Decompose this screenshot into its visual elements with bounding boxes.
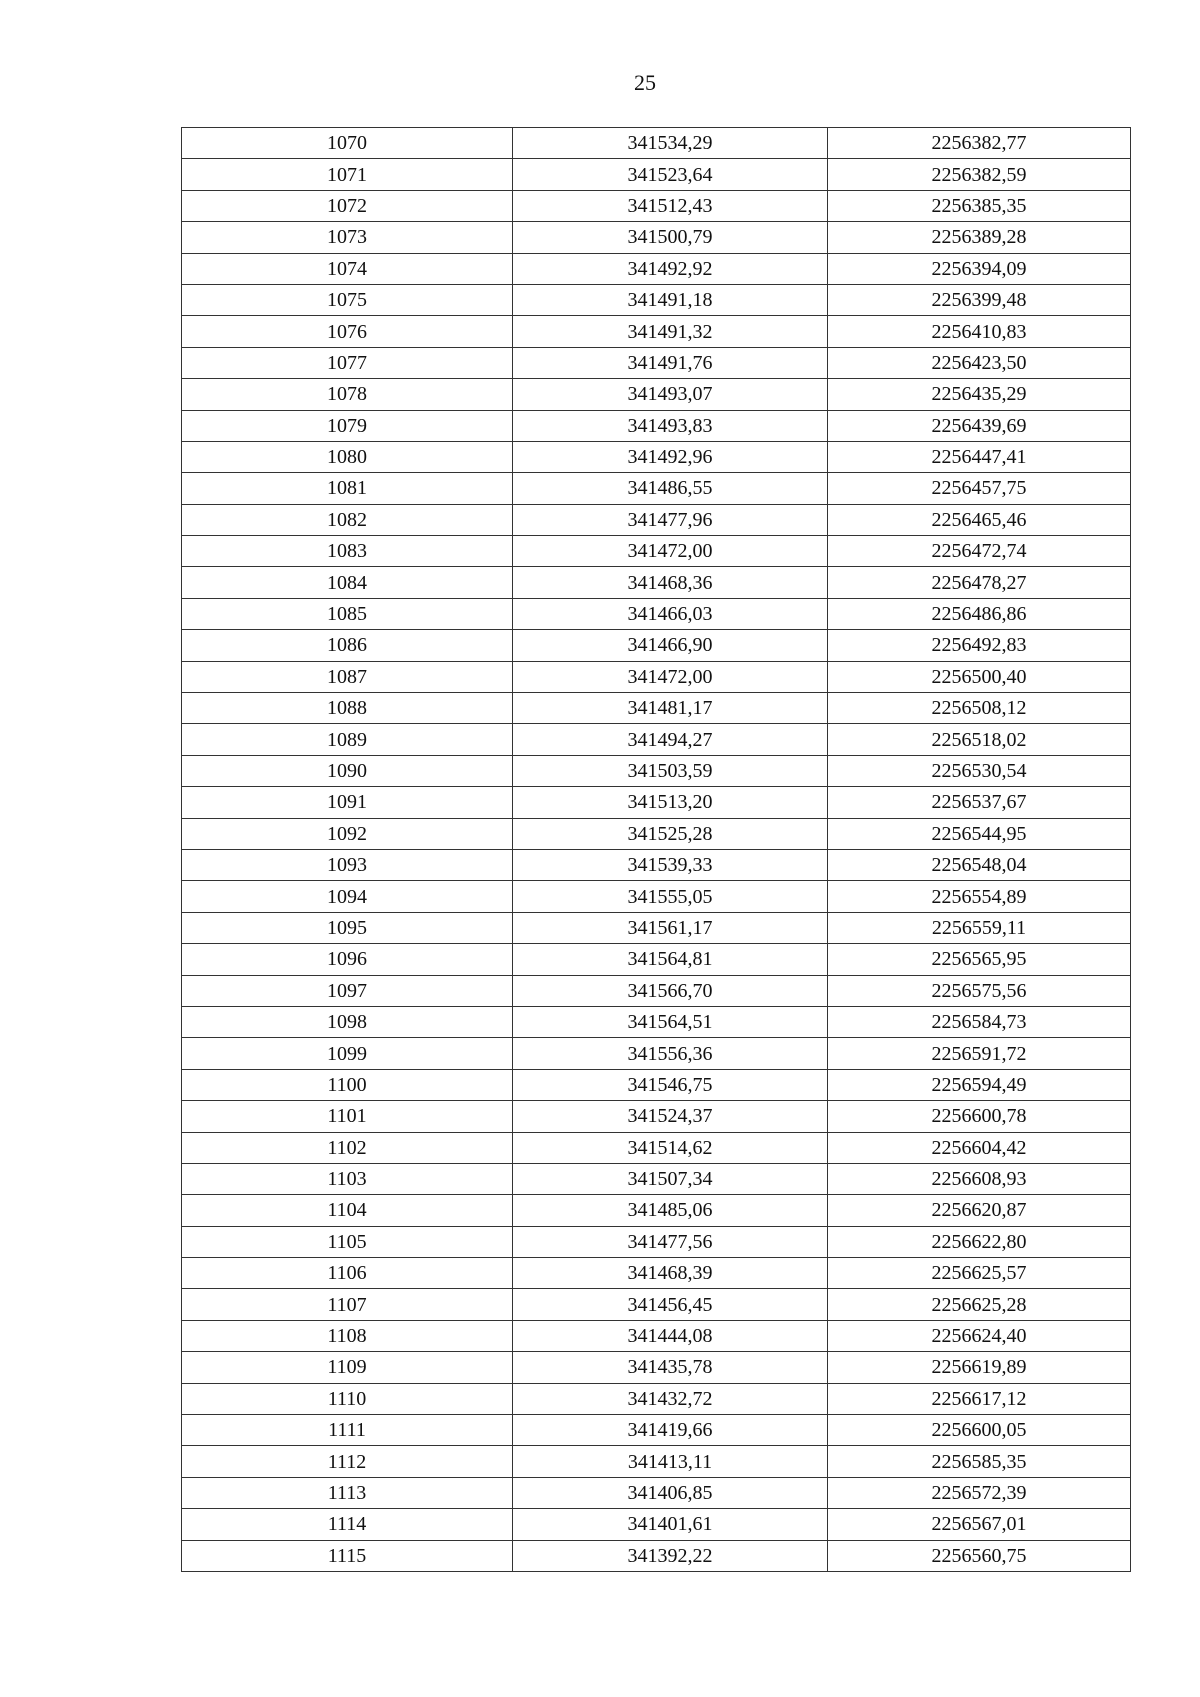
table-row bbox=[182, 944, 1131, 975]
point-number-cell: 1115 bbox=[182, 1540, 513, 1571]
x-coordinate-cell: 341525,28 bbox=[513, 818, 828, 849]
point-number-cell: 1076 bbox=[182, 316, 513, 347]
x-coordinate-cell: 341468,36 bbox=[513, 567, 828, 598]
y-coordinate-cell: 2256622,80 bbox=[828, 1226, 1131, 1257]
point-number-cell: 1107 bbox=[182, 1289, 513, 1320]
point-number-cell: 1082 bbox=[182, 504, 513, 535]
table-row bbox=[182, 787, 1131, 818]
y-coordinate-cell: 2256492,83 bbox=[828, 630, 1131, 661]
x-coordinate-cell: 341514,62 bbox=[513, 1132, 828, 1163]
point-number-cell: 1086 bbox=[182, 630, 513, 661]
x-coordinate-cell: 341419,66 bbox=[513, 1415, 828, 1446]
table-row bbox=[182, 410, 1131, 441]
y-coordinate-cell: 2256394,09 bbox=[828, 253, 1131, 284]
y-coordinate-cell: 2256537,67 bbox=[828, 787, 1131, 818]
x-coordinate-cell: 341564,81 bbox=[513, 944, 828, 975]
table-row bbox=[182, 347, 1131, 378]
y-coordinate-cell: 2256608,93 bbox=[828, 1163, 1131, 1194]
point-number-cell: 1088 bbox=[182, 693, 513, 724]
point-number-cell: 1084 bbox=[182, 567, 513, 598]
x-coordinate-cell: 341546,75 bbox=[513, 1069, 828, 1100]
y-coordinate-cell: 2256604,42 bbox=[828, 1132, 1131, 1163]
table-row bbox=[182, 1101, 1131, 1132]
point-number-cell: 1079 bbox=[182, 410, 513, 441]
y-coordinate-cell: 2256389,28 bbox=[828, 222, 1131, 253]
point-number-cell: 1101 bbox=[182, 1101, 513, 1132]
table-row bbox=[182, 222, 1131, 253]
point-number-cell: 1085 bbox=[182, 598, 513, 629]
table-row bbox=[182, 975, 1131, 1006]
point-number-cell: 1081 bbox=[182, 473, 513, 504]
x-coordinate-cell: 341472,00 bbox=[513, 661, 828, 692]
table-row bbox=[182, 159, 1131, 190]
point-number-cell: 1073 bbox=[182, 222, 513, 253]
x-coordinate-cell: 341466,90 bbox=[513, 630, 828, 661]
table-row bbox=[182, 1195, 1131, 1226]
table-row bbox=[182, 912, 1131, 943]
x-coordinate-cell: 341566,70 bbox=[513, 975, 828, 1006]
x-coordinate-cell: 341392,22 bbox=[513, 1540, 828, 1571]
coordinates-table-body bbox=[182, 128, 1131, 1572]
table-row bbox=[182, 818, 1131, 849]
y-coordinate-cell: 2256518,02 bbox=[828, 724, 1131, 755]
x-coordinate-cell: 341513,20 bbox=[513, 787, 828, 818]
y-coordinate-cell: 2256585,35 bbox=[828, 1446, 1131, 1477]
point-number-cell: 1070 bbox=[182, 128, 513, 159]
point-number-cell: 1095 bbox=[182, 912, 513, 943]
x-coordinate-cell: 341472,00 bbox=[513, 536, 828, 567]
y-coordinate-cell: 2256439,69 bbox=[828, 410, 1131, 441]
point-number-cell: 1103 bbox=[182, 1163, 513, 1194]
table-row bbox=[182, 441, 1131, 472]
y-coordinate-cell: 2256410,83 bbox=[828, 316, 1131, 347]
table-row bbox=[182, 1038, 1131, 1069]
point-number-cell: 1098 bbox=[182, 1006, 513, 1037]
point-number-cell: 1096 bbox=[182, 944, 513, 975]
x-coordinate-cell: 341555,05 bbox=[513, 881, 828, 912]
point-number-cell: 1112 bbox=[182, 1446, 513, 1477]
table-row bbox=[182, 1540, 1131, 1571]
point-number-cell: 1111 bbox=[182, 1415, 513, 1446]
point-number-cell: 1090 bbox=[182, 755, 513, 786]
x-coordinate-cell: 341492,96 bbox=[513, 441, 828, 472]
table-row bbox=[182, 1320, 1131, 1351]
point-number-cell: 1099 bbox=[182, 1038, 513, 1069]
y-coordinate-cell: 2256624,40 bbox=[828, 1320, 1131, 1351]
point-number-cell: 1083 bbox=[182, 536, 513, 567]
x-coordinate-cell: 341493,83 bbox=[513, 410, 828, 441]
point-number-cell: 1094 bbox=[182, 881, 513, 912]
y-coordinate-cell: 2256399,48 bbox=[828, 284, 1131, 315]
y-coordinate-cell: 2256385,35 bbox=[828, 190, 1131, 221]
point-number-cell: 1071 bbox=[182, 159, 513, 190]
y-coordinate-cell: 2256508,12 bbox=[828, 693, 1131, 724]
table-row bbox=[182, 693, 1131, 724]
table-row bbox=[182, 598, 1131, 629]
x-coordinate-cell: 341466,03 bbox=[513, 598, 828, 629]
table-row bbox=[182, 536, 1131, 567]
table-row bbox=[182, 473, 1131, 504]
table-row bbox=[182, 316, 1131, 347]
point-number-cell: 1108 bbox=[182, 1320, 513, 1351]
table-row bbox=[182, 1069, 1131, 1100]
y-coordinate-cell: 2256544,95 bbox=[828, 818, 1131, 849]
coordinates-table bbox=[181, 127, 1131, 1572]
table-row bbox=[182, 755, 1131, 786]
y-coordinate-cell: 2256594,49 bbox=[828, 1069, 1131, 1100]
x-coordinate-cell: 341561,17 bbox=[513, 912, 828, 943]
x-coordinate-cell: 341492,92 bbox=[513, 253, 828, 284]
x-coordinate-cell: 341444,08 bbox=[513, 1320, 828, 1351]
y-coordinate-cell: 2256575,56 bbox=[828, 975, 1131, 1006]
y-coordinate-cell: 2256572,39 bbox=[828, 1477, 1131, 1508]
table-row bbox=[182, 1289, 1131, 1320]
x-coordinate-cell: 341406,85 bbox=[513, 1477, 828, 1508]
point-number-cell: 1074 bbox=[182, 253, 513, 284]
point-number-cell: 1114 bbox=[182, 1509, 513, 1540]
point-number-cell: 1093 bbox=[182, 849, 513, 880]
y-coordinate-cell: 2256530,54 bbox=[828, 755, 1131, 786]
x-coordinate-cell: 341564,51 bbox=[513, 1006, 828, 1037]
table-row bbox=[182, 504, 1131, 535]
point-number-cell: 1097 bbox=[182, 975, 513, 1006]
table-row bbox=[182, 724, 1131, 755]
point-number-cell: 1087 bbox=[182, 661, 513, 692]
x-coordinate-cell: 341500,79 bbox=[513, 222, 828, 253]
point-number-cell: 1077 bbox=[182, 347, 513, 378]
y-coordinate-cell: 2256465,46 bbox=[828, 504, 1131, 535]
x-coordinate-cell: 341524,37 bbox=[513, 1101, 828, 1132]
y-coordinate-cell: 2256500,40 bbox=[828, 661, 1131, 692]
x-coordinate-cell: 341468,39 bbox=[513, 1258, 828, 1289]
table-row bbox=[182, 661, 1131, 692]
x-coordinate-cell: 341507,34 bbox=[513, 1163, 828, 1194]
y-coordinate-cell: 2256435,29 bbox=[828, 379, 1131, 410]
y-coordinate-cell: 2256567,01 bbox=[828, 1509, 1131, 1540]
point-number-cell: 1113 bbox=[182, 1477, 513, 1508]
x-coordinate-cell: 341491,32 bbox=[513, 316, 828, 347]
x-coordinate-cell: 341435,78 bbox=[513, 1352, 828, 1383]
point-number-cell: 1102 bbox=[182, 1132, 513, 1163]
table-row bbox=[182, 881, 1131, 912]
x-coordinate-cell: 341477,56 bbox=[513, 1226, 828, 1257]
x-coordinate-cell: 341432,72 bbox=[513, 1383, 828, 1414]
y-coordinate-cell: 2256625,57 bbox=[828, 1258, 1131, 1289]
y-coordinate-cell: 2256472,74 bbox=[828, 536, 1131, 567]
x-coordinate-cell: 341539,33 bbox=[513, 849, 828, 880]
point-number-cell: 1072 bbox=[182, 190, 513, 221]
table-row bbox=[182, 1132, 1131, 1163]
table-row bbox=[182, 1415, 1131, 1446]
x-coordinate-cell: 341477,96 bbox=[513, 504, 828, 535]
table-row bbox=[182, 1509, 1131, 1540]
point-number-cell: 1075 bbox=[182, 284, 513, 315]
table-row bbox=[182, 1477, 1131, 1508]
y-coordinate-cell: 2256382,77 bbox=[828, 128, 1131, 159]
y-coordinate-cell: 2256617,12 bbox=[828, 1383, 1131, 1414]
y-coordinate-cell: 2256559,11 bbox=[828, 912, 1131, 943]
table-row bbox=[182, 284, 1131, 315]
x-coordinate-cell: 341413,11 bbox=[513, 1446, 828, 1477]
table-row bbox=[182, 190, 1131, 221]
table-row bbox=[182, 567, 1131, 598]
point-number-cell: 1092 bbox=[182, 818, 513, 849]
y-coordinate-cell: 2256620,87 bbox=[828, 1195, 1131, 1226]
point-number-cell: 1078 bbox=[182, 379, 513, 410]
point-number-cell: 1091 bbox=[182, 787, 513, 818]
y-coordinate-cell: 2256600,78 bbox=[828, 1101, 1131, 1132]
y-coordinate-cell: 2256591,72 bbox=[828, 1038, 1131, 1069]
table-row bbox=[182, 1352, 1131, 1383]
y-coordinate-cell: 2256447,41 bbox=[828, 441, 1131, 472]
x-coordinate-cell: 341512,43 bbox=[513, 190, 828, 221]
y-coordinate-cell: 2256486,86 bbox=[828, 598, 1131, 629]
y-coordinate-cell: 2256478,27 bbox=[828, 567, 1131, 598]
y-coordinate-cell: 2256560,75 bbox=[828, 1540, 1131, 1571]
x-coordinate-cell: 341491,76 bbox=[513, 347, 828, 378]
point-number-cell: 1106 bbox=[182, 1258, 513, 1289]
y-coordinate-cell: 2256584,73 bbox=[828, 1006, 1131, 1037]
point-number-cell: 1080 bbox=[182, 441, 513, 472]
y-coordinate-cell: 2256382,59 bbox=[828, 159, 1131, 190]
table-row bbox=[182, 1258, 1131, 1289]
table-row bbox=[182, 379, 1131, 410]
x-coordinate-cell: 341493,07 bbox=[513, 379, 828, 410]
point-number-cell: 1110 bbox=[182, 1383, 513, 1414]
y-coordinate-cell: 2256548,04 bbox=[828, 849, 1131, 880]
y-coordinate-cell: 2256554,89 bbox=[828, 881, 1131, 912]
table-row bbox=[182, 1006, 1131, 1037]
table-row bbox=[182, 253, 1131, 284]
x-coordinate-cell: 341485,06 bbox=[513, 1195, 828, 1226]
x-coordinate-cell: 341494,27 bbox=[513, 724, 828, 755]
x-coordinate-cell: 341523,64 bbox=[513, 159, 828, 190]
table-row bbox=[182, 128, 1131, 159]
x-coordinate-cell: 341534,29 bbox=[513, 128, 828, 159]
y-coordinate-cell: 2256625,28 bbox=[828, 1289, 1131, 1320]
table-row bbox=[182, 849, 1131, 880]
y-coordinate-cell: 2256600,05 bbox=[828, 1415, 1131, 1446]
y-coordinate-cell: 2256619,89 bbox=[828, 1352, 1131, 1383]
x-coordinate-cell: 341556,36 bbox=[513, 1038, 828, 1069]
table-row bbox=[182, 1446, 1131, 1477]
point-number-cell: 1100 bbox=[182, 1069, 513, 1100]
point-number-cell: 1105 bbox=[182, 1226, 513, 1257]
page-number: 25 bbox=[634, 70, 656, 95]
y-coordinate-cell: 2256423,50 bbox=[828, 347, 1131, 378]
table-row bbox=[182, 1383, 1131, 1414]
x-coordinate-cell: 341503,59 bbox=[513, 755, 828, 786]
x-coordinate-cell: 341456,45 bbox=[513, 1289, 828, 1320]
x-coordinate-cell: 341481,17 bbox=[513, 693, 828, 724]
x-coordinate-cell: 341491,18 bbox=[513, 284, 828, 315]
y-coordinate-cell: 2256565,95 bbox=[828, 944, 1131, 975]
point-number-cell: 1109 bbox=[182, 1352, 513, 1383]
x-coordinate-cell: 341401,61 bbox=[513, 1509, 828, 1540]
table-row bbox=[182, 630, 1131, 661]
x-coordinate-cell: 341486,55 bbox=[513, 473, 828, 504]
table-row bbox=[182, 1163, 1131, 1194]
y-coordinate-cell: 2256457,75 bbox=[828, 473, 1131, 504]
point-number-cell: 1104 bbox=[182, 1195, 513, 1226]
point-number-cell: 1089 bbox=[182, 724, 513, 755]
table-row bbox=[182, 1226, 1131, 1257]
